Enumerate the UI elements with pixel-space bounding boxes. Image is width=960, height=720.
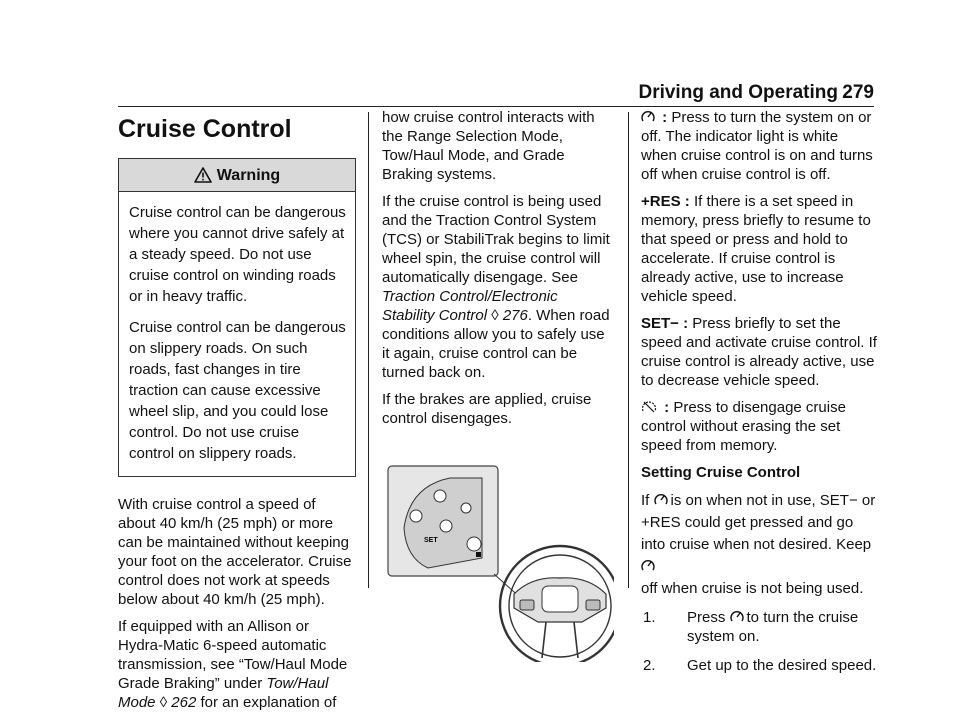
page-header xyxy=(0,78,960,108)
warning-body xyxy=(119,192,355,476)
subheading: Setting Cruise Control xyxy=(641,464,801,481)
set-button-label: SET xyxy=(424,537,438,544)
cruise-speedometer-icon xyxy=(654,492,668,507)
xref-link[interactable]: Traction Control/Electronic Stability Control xyxy=(382,288,558,324)
cruise-speedometer-icon xyxy=(641,558,655,573)
body-paragraph: If the cruise control is being used and the Traction Control System (TCS) or StabiliTrak begins to limit wheel spin, the cruise control will automatically disengage. See Traction Control/Electronic Stability Control ◊ 276. When road conditions allow you to safely use it again, cruise control can be turned back on. xyxy=(382,193,610,381)
page-ref-icon: ◊ xyxy=(159,694,168,711)
xref-link[interactable]: Tow/Haul Mode xyxy=(118,675,329,711)
list-item: 1. Press to turn the cruise system on. xyxy=(643,609,859,645)
page-ref[interactable]: ◊ 262 xyxy=(159,694,197,711)
page-number: 279 xyxy=(842,82,874,103)
body-paragraph: If is on when not in use, SET− or +RES could get pressed and go into cruise when not desired. Keep off when cruise is not being used. xyxy=(641,492,876,597)
body-paragraph: If equipped with an Allison or Hydra-Matic 6-speed automatic transmission, see “Tow/Haul Mode Grade Braking” under Tow/Haul Mode ◊ 262 for an explanation of xyxy=(118,618,348,711)
column-3 xyxy=(641,108,877,685)
page-ref-icon: ◊ xyxy=(491,307,499,324)
warning-header xyxy=(119,159,355,192)
cruise-speedometer-icon xyxy=(641,109,655,124)
body-paragraph: With cruise control a speed of about 40 km/h (25 mph) or more can be maintained without keeping your foot on the accelerator. Cruise control does not work at speeds below about 40 km/h (25 mph). xyxy=(118,496,352,608)
column-1 xyxy=(118,108,356,720)
warning-icon xyxy=(194,167,212,183)
power-button-description: : Press to turn the system on or off. The indicator light is white when cruise control is on and turns off when cruise control is off. xyxy=(641,109,873,183)
body-paragraph: how cruise control interacts with the Range Selection Mode, Tow/Haul Mode, and Grade Braking systems. xyxy=(382,109,595,183)
body-paragraph: If the brakes are applied, cruise control disengages. xyxy=(382,391,592,427)
set-button-description: SET− : Press briefly to set the speed and activate cruise control. If cruise control is already active, use to decrease vehicle speed. xyxy=(641,315,877,389)
column-2 xyxy=(382,108,614,667)
resume-button-description: +RES : If there is a set speed in memory, press briefly to resume to that speed or press and hold to accelerate. If cruise control is already active, use to increase vehicle speed. xyxy=(641,193,871,305)
steering-wheel-illustration xyxy=(382,458,614,662)
warning-paragraph: Cruise control can be dangerous where you cannot drive safely at a steady speed. Do not use cruise control on winding roads or in heavy traffic. xyxy=(129,204,346,305)
page-ref[interactable]: ◊ 276 xyxy=(491,307,528,324)
warning-heading: Warning xyxy=(216,166,281,184)
column-divider-2 xyxy=(628,112,629,588)
warning-paragraph: Cruise control can be dangerous on slippery roads. On such roads, fast changes in tire traction can cause excessive wheel slip, and you could lose control. Do not use cruise control on slippery roads. xyxy=(129,319,346,462)
cruise-speedometer-icon xyxy=(730,609,744,624)
steps-list xyxy=(641,608,877,675)
page-title: Cruise Control xyxy=(118,115,292,143)
warning-box xyxy=(118,158,356,477)
cancel-button-description: : Press to disengage cruise control without erasing the set speed from memory. xyxy=(641,399,846,454)
column-divider-1 xyxy=(368,112,369,588)
cruise-cancel-icon xyxy=(641,399,657,414)
list-item: 2. Get up to the desired speed. xyxy=(643,657,877,674)
section-title: Driving and Operating xyxy=(638,82,838,103)
header-rule xyxy=(118,106,874,107)
